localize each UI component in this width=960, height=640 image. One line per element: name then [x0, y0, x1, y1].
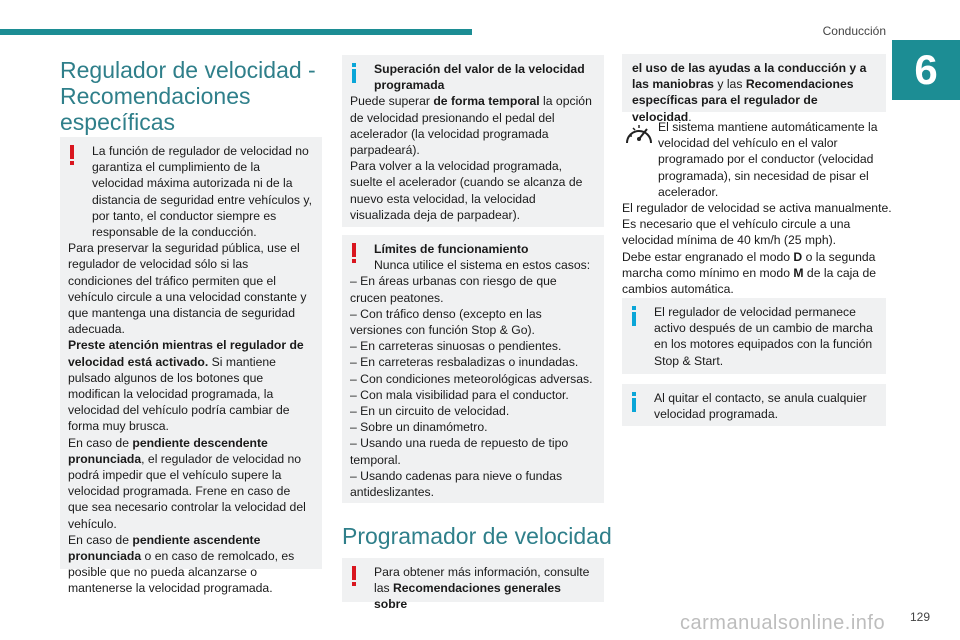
info-box-stopstart — [622, 298, 886, 374]
general-pre: Para obtener más información, consulte las — [374, 565, 590, 596]
cont-end: . — [688, 109, 692, 124]
limits-item: – En un circuito de velocidad. — [350, 404, 510, 419]
warning-icon — [69, 145, 75, 165]
warning-rest-5: o en caso de remolcado, es posible que no pueda alcanzarse o mantenerse la velocidad programada. — [68, 549, 295, 596]
limits-item: – Usando cadenas para nieve o fundas antideslizantes. — [350, 468, 563, 500]
info-title: Superación del valor de la velocidad programada — [374, 62, 585, 93]
info-pre-1: Puede superar — [350, 94, 434, 109]
warning-pre-5: En caso de — [68, 532, 133, 547]
desc-text-3: Es necesario que el vehículo circule a una velocidad mínima de 40 km/h (25 mph). — [622, 217, 851, 248]
limits-item: – En carreteras sinuosas o pendientes. — [350, 339, 562, 354]
desc-text-1a — [622, 119, 892, 200]
cont-bold-1: el uso de las ayudas a la conducción y a las maniobras — [632, 61, 867, 92]
desc-text-4 — [622, 249, 892, 298]
d4d: de la caja de cambios automática. — [622, 265, 877, 297]
info-icon — [631, 392, 637, 412]
d4a: Debe estar engranado el modo — [622, 249, 794, 264]
cont-bold-2: Recomendaciones específicas para el regulador de velocidad — [632, 77, 854, 124]
warning-box-general — [342, 558, 604, 612]
limits-item: – Con mala visibilidad para el conductor. — [350, 387, 569, 402]
chapter-number: 6 — [914, 46, 938, 93]
continuation-text — [632, 60, 876, 125]
section-title-2: Programador de velocidad — [342, 523, 612, 549]
info-rest-1: la opción de velocidad presionando el pedal del acelerador (la velocidad programada parpadeará). — [350, 94, 592, 158]
description-block — [622, 119, 892, 297]
d4b1: D — [793, 249, 803, 264]
limits-item: – Usando una rueda de repuesto de tipo temporal. — [350, 436, 569, 467]
limits-item: – En áreas urbanas con riesgo de que crucen peatones. — [350, 274, 557, 305]
warning-text-3 — [68, 337, 312, 434]
desc-text-2: El regulador de velocidad se activa manualmente. — [622, 201, 892, 216]
header-bar — [0, 29, 472, 35]
warning-box-main — [60, 137, 322, 596]
general-bold: Recomendaciones generales sobre — [374, 581, 561, 612]
section-name: Conducción — [822, 24, 886, 38]
info-bold-1: de forma temporal — [433, 94, 540, 109]
desc-text-1: El sistema mantiene automáticamente la velocidad del vehículo en el valor programado por el conductor (velocidad programada), sin necesidad de pisar el acelerador. — [658, 120, 878, 199]
warning-text-4 — [68, 435, 312, 532]
general-text — [350, 564, 594, 613]
warning-bold-4: pendiente descendente pronunciada — [68, 435, 268, 466]
ignition-text: Al quitar el contacto, se anula cualquier velocidad programada. — [654, 391, 867, 422]
warning-icon — [351, 566, 357, 586]
info-text-2: Para volver a la velocidad programada, suelte el acelerador (cuando se alcanza de nuevo esta velocidad, la velocidad visualizada deja de parpadear). — [350, 159, 583, 222]
limits-item: – Con condiciones meteorológicas adversas. — [350, 371, 593, 386]
warning-text-1: La función de regulador de velocidad no garantiza el cumplimiento de la velocidad máxima autorizada ni de la distancia de seguridad entre vehículos y, por tanto, el conductor siempre es responsable de la conducción. — [92, 144, 312, 240]
warning-rest-4: , el regulador de velocidad no podrá impedir que el vehículo supere la velocidad programada. Frene en caso de que sea necesario controlar la velocidad del vehículo. — [68, 451, 306, 531]
d4c: o la segunda marcha como mínimo en modo — [622, 249, 876, 280]
section-title: Regulador de velocidad - Recomendaciones específicas — [60, 57, 316, 135]
warning-bold-3: Preste atención mientras el regulador de velocidad está activado. — [68, 338, 304, 369]
warning-bold-5: pendiente ascendente pronunciada — [68, 532, 261, 564]
limits-title: Límites de funcionamiento — [374, 242, 529, 256]
page-number: 129 — [909, 610, 930, 624]
info-text-1 — [350, 93, 594, 158]
cont-mid: y las — [713, 77, 746, 92]
warning-text-2: Para preservar la seguridad pública, use el regulador de velocidad sólo si las condiciones del tráfico permiten que el vehículo circule a una velocidad constante y que mantenga una distancia de seguridad adecuada. — [68, 241, 307, 337]
limits-item: – En carreteras resbaladizas o inundadas. — [350, 355, 579, 370]
info-box-override — [342, 55, 604, 227]
d4b2: M — [793, 265, 804, 280]
warning-icon — [351, 243, 357, 263]
warning-box-limits — [342, 235, 604, 503]
limits-item: – Con tráfico denso (excepto en las versiones con función Stop & Go). — [350, 306, 542, 338]
continuation-box — [622, 54, 886, 124]
limits-list — [350, 273, 594, 500]
info-icon — [631, 306, 637, 326]
info-box-ignition — [622, 384, 886, 426]
warning-text-5 — [68, 532, 312, 597]
stopstart-text: El regulador de velocidad permanece activo después de un cambio de marcha en los motores equipados con la función Stop & Start. — [654, 305, 873, 368]
chapter-tab — [892, 40, 960, 100]
info-icon — [351, 63, 357, 83]
warning-rest-3: Si mantiene pulsado algunos de los botones que modifican la velocidad programada, la velocidad del vehículo podría cambiar de forma muy brusca. — [68, 354, 290, 434]
limits-intro: Nunca utilice el sistema en estos casos: — [374, 258, 591, 273]
watermark: carmanualsonline.info — [680, 612, 886, 634]
warning-pre-4: En caso de — [68, 435, 133, 450]
limits-item: – Sobre un dinamómetro. — [350, 420, 488, 435]
